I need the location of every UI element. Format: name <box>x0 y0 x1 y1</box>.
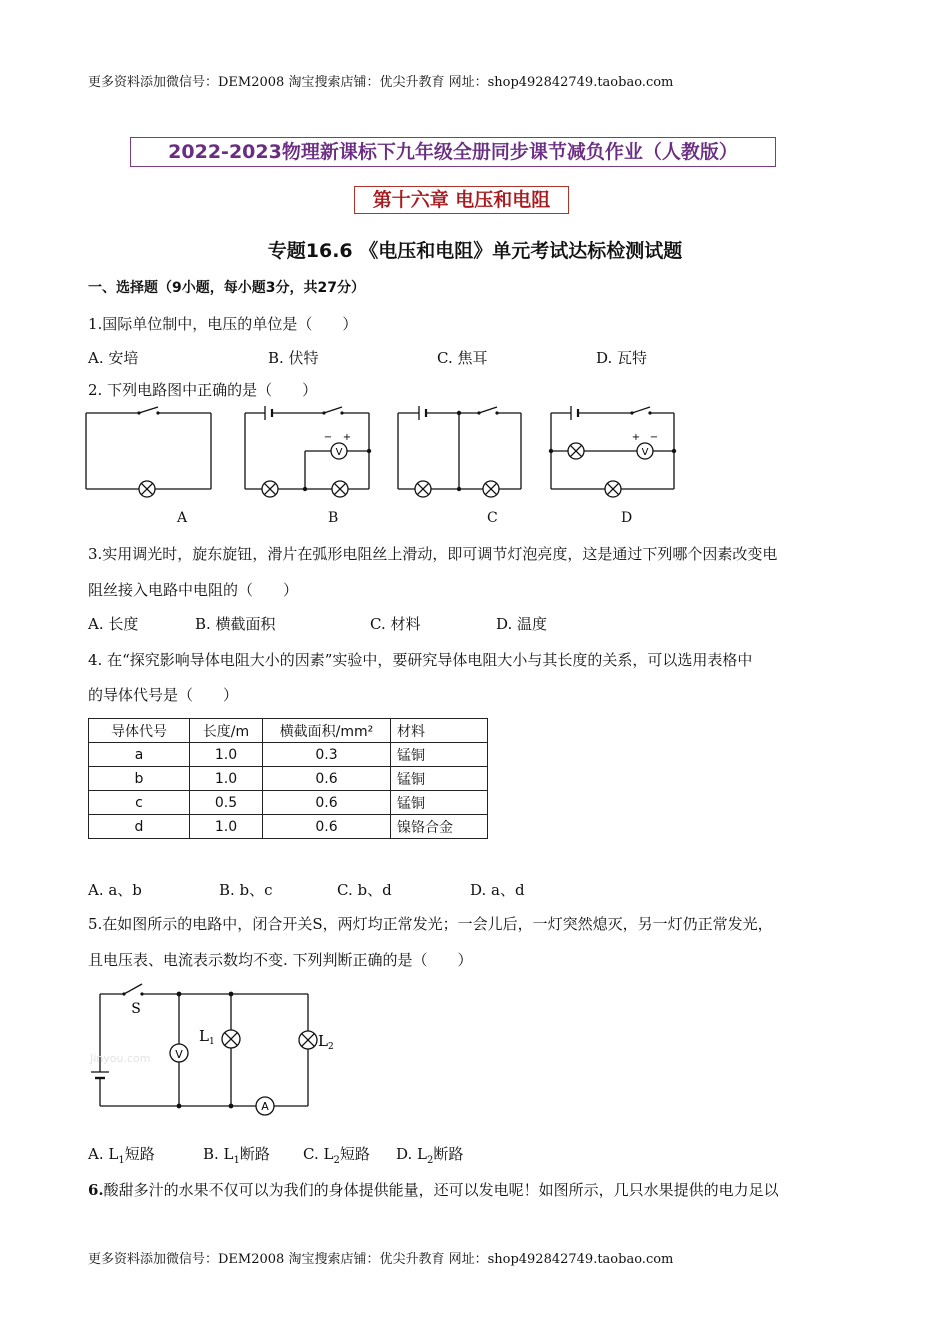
q4-option-c: C. b、d <box>337 881 392 899</box>
table-cell: 锰铜 <box>391 743 488 767</box>
table-cell: 锰铜 <box>391 791 488 815</box>
lamp1-subscript: 1 <box>209 1037 215 1047</box>
b-minus-sign: − <box>323 432 333 443</box>
page-footer: 更多资料添加微信号：DEM2008 淘宝搜索店铺：优尖升教育 网址：shop492842749.taobao.com <box>88 1252 674 1267</box>
watermark: Jinyou.com <box>90 1052 151 1065</box>
circuit-a <box>84 407 214 492</box>
q3-option-b: B. 横截面积 <box>195 615 276 633</box>
table-cell: c <box>89 791 190 815</box>
section-heading: 一、选择题（9小题，每小题3分，共27分） <box>88 280 365 296</box>
table-header: 材料 <box>391 719 488 743</box>
table-row <box>89 767 488 791</box>
q4-option-b: B. b、c <box>219 881 273 899</box>
switch-label: S <box>131 1001 141 1017</box>
q5-option-c: C. $L_2$短路 <box>303 1145 370 1166</box>
circuit-c <box>395 405 525 495</box>
table-cell: 0.6 <box>263 791 391 815</box>
table-cell: 0.6 <box>263 815 391 839</box>
page-header: 更多资料添加微信号：DEM2008 淘宝搜索店铺：优尖升教育 网址：shop492842749.taobao.com <box>88 75 674 90</box>
lamp1-label: L <box>199 1027 209 1045</box>
circuit-a-label: A <box>177 510 188 526</box>
question-5-line1: 5.在如图所示的电路中，闭合开关S，两灯均正常发光；一会儿后，一灯突然熄灭，另一灯仍正常发光， <box>88 915 773 933</box>
circuit-c-label: C <box>487 510 498 526</box>
circuit-d <box>548 405 683 495</box>
doc-title-main: 2022-2023物理新课标下九年级全册同步课节减负作业（人教版） <box>130 137 776 167</box>
q1-option-b: B. 伏特 <box>268 349 319 367</box>
voltmeter-letter: V <box>175 1048 183 1061</box>
table-cell: b <box>89 767 190 791</box>
table-cell: 0.3 <box>263 743 391 767</box>
table-row <box>89 743 488 767</box>
table-cell: 1.0 <box>190 767 263 791</box>
conductor-table <box>88 718 488 839</box>
table-cell: a <box>89 743 190 767</box>
table-cell: d <box>89 815 190 839</box>
question-2-stem: 2. 下列电路图中正确的是（ ） <box>88 381 318 399</box>
question-3-line1: 3.实用调光时，旋东旋钮，滑片在弧形电阻丝上滑动，即可调节灯泡亮度，这是通过下列哪个因素改变电 <box>88 545 778 563</box>
question-4-line2: 的导体代号是（ ） <box>88 686 239 704</box>
q3-option-a: A. 长度 <box>88 615 139 633</box>
question-3-line2: 阻丝接入电路中电阻的（ ） <box>88 581 299 599</box>
table-cell: 锰铜 <box>391 767 488 791</box>
table-cell: 1.0 <box>190 815 263 839</box>
table-cell: 1.0 <box>190 743 263 767</box>
table-header: 长度/m <box>190 719 263 743</box>
circuit-b <box>242 405 377 495</box>
table-cell: 0.6 <box>263 767 391 791</box>
circuit-q5 <box>90 978 340 1128</box>
q5-option-d: D. $L_2$断路 <box>396 1145 464 1166</box>
q5-option-b: B. $L_1$断路 <box>203 1145 270 1166</box>
q1-option-a: A. 安培 <box>88 349 139 367</box>
d-voltmeter-letter: V <box>641 447 649 458</box>
lamp2-label: L <box>318 1032 328 1050</box>
ammeter-letter: A <box>261 1100 269 1113</box>
question-1-stem: 1.国际单位制中，电压的单位是（ ） <box>88 315 358 333</box>
q3-option-d: D. 温度 <box>496 615 548 633</box>
question-6-line1: 6.酸甜多汁的水果不仅可以为我们的身体提供能量，还可以发电呢！如图所示，几只水果提供的电力足以 <box>88 1181 779 1199</box>
table-row <box>89 791 488 815</box>
circuit-d-label: D <box>621 510 633 526</box>
doc-title-chapter: 第十六章 电压和电阻 <box>354 186 569 214</box>
q3-option-c: C. 材料 <box>370 615 421 633</box>
q4-option-a: A. a、b <box>88 881 142 899</box>
q1-option-c: C. 焦耳 <box>437 349 488 367</box>
q4-option-d: D. a、d <box>470 881 525 899</box>
table-cell: 0.5 <box>190 791 263 815</box>
b-voltmeter-letter: V <box>335 447 343 458</box>
doc-title-topic: 专题16.6 《电压和电阻》单元考试达标检测试题 <box>267 240 683 262</box>
table-cell: 镍铬合金 <box>391 815 488 839</box>
question-4-line1: 4. 在“探究影响导体电阻大小的因素”实验中，要研究导体电阻大小与其长度的关系，可以选用表格中 <box>88 651 753 669</box>
table-header: 导体代号 <box>89 719 190 743</box>
b-plus-sign: + <box>342 432 352 443</box>
table-header: 横截面积/mm² <box>263 719 391 743</box>
table-row <box>89 815 488 839</box>
q5-option-a: A. $L_1$短路 <box>88 1145 155 1166</box>
table-header-row <box>89 719 488 743</box>
question-5-line2: 且电压表、电流表示数均不变. 下列判断正确的是（ ） <box>88 951 473 969</box>
d-minus-sign: − <box>649 432 659 443</box>
circuit-b-label: B <box>328 510 339 526</box>
d-plus-sign: + <box>631 432 641 443</box>
q1-option-d: D. 瓦特 <box>596 349 648 367</box>
lamp2-subscript: 2 <box>328 1042 334 1052</box>
